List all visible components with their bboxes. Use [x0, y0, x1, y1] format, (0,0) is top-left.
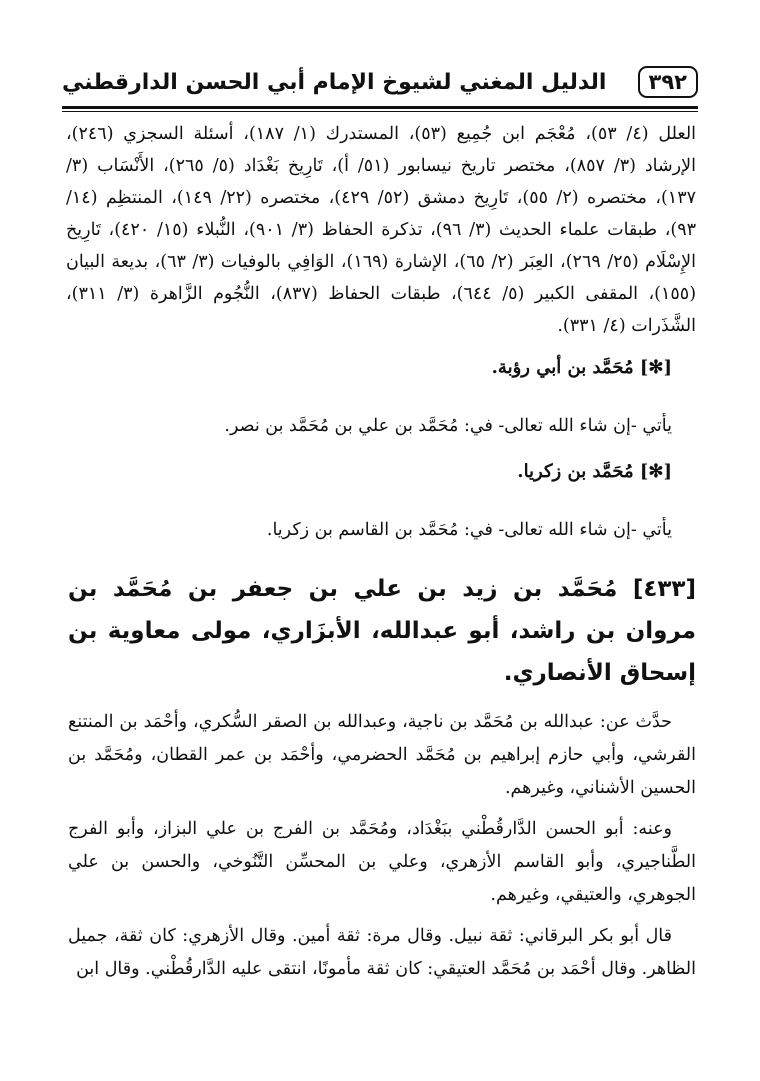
header-rule-thin — [62, 111, 698, 112]
cross-ref-body: يأتي -إن شاء الله تعالى- في: مُحَمَّد بن القاسم بن زكريا. — [266, 520, 672, 540]
cross-ref-body: يأتي -إن شاء الله تعالى- في: مُحَمَّد بن علي بن مُحَمَّد بن نصر. — [224, 416, 672, 436]
page-number: ٣٩٢ — [638, 66, 698, 98]
entry-paragraph-assessment: قال أبو بكر البرقاني: ثقة نبيل. وقال مرة: ثقة أمين. وقال الأزهري: كان ثقة، جميل الظاهر. وقال أحْمَد بن مُحَمَّد العتيقي: كان ثقة مأمونًا، انتقى عليه الدَّارقُطْني. وقال ابن — [68, 926, 696, 979]
references-paragraph: العلل (٤/ ٥٣)، مُعْجَم ابن جُمِيع (٥٣)، المستدرك (١/ ١٨٧)، أسئلة السجزي (٢٤٦)، الإرشاد (٣/ ٨٥٧)، مختصر تاريخ نيسابور (٥١/ أ)، تَارِيخ بَغْدَاد (٥/ ٢٦٥)، الأَنْسَاب (٣/ ١٣٧)، مختصره (٢/ ٥٥)، تَارِيخ دمشق (٥٢/ ٤٢٩)، مختصره (٢٢/ ١٤٩)، المنتظِم (١٤/ ٩٣)، طبقات علماء الحديث (٣/ ٩٦)، تذكرة الحفاظ (٣/ ٩٠١)، النُّبلاء (١٥/ ٤٢٠)، تَارِيخ الإِسْلَام (٢٥/ ٢٦٩)، العِبَر (٢/ ٦٥)، الإشارة (١٦٩)، الوَافِي بالوفيات (٣/ ٦٣)، بديعة البيان (١٥٥)، المقفى الكبير (٥/ ٦٤٤)، طبقات الحفاظ (٨٣٧)، النُّجُوم الزَّاهرة (٣/ ٣١١)، الشَّذَرات (٤/ ٣٣١). — [66, 124, 697, 336]
entry-paragraph-students: وعنه: أبو الحسن الدَّارقُطْني ببَغْدَاد، ومُحَمَّد بن الفرج بن علي البزاز، وأبو الفرج الطَّناجيري، وأبو القاسم الأزهري، وعلي بن المحسِّن التَّنُوخي، والحسن بن علي الجوهري، والعتيقي، وغيرهم. — [68, 819, 696, 905]
entry-paragraph-teachers: حدَّث عن: عبدالله بن مُحَمَّد بن ناجية، وعبدالله بن الصقر السُّكري، وأحْمَد بن المنتنع القرشي، وأبي حازم إبراهيم بن مُحَمَّد الحضرمي، وأحْمَد بن عمر القطان، ومُحَمَّد بن الحسين الأشناني، وغيرهم. — [68, 712, 696, 798]
book-title: الدليل المغني لشيوخ الإمام أبي الحسن الدارقطني — [62, 69, 607, 95]
cross-ref-heading: [✻] مُحَمَّد بن زكريا. — [517, 461, 672, 482]
entry-title: [٤٣٣] مُحَمَّد بن زيد بن علي بن جعفر بن مُحَمَّد بن مروان بن راشد، أبو عبدالله، الأبزَاري، مولى معاوية بن إسحاق الأنصاري. — [68, 576, 696, 686]
cross-ref-1 — [68, 348, 696, 446]
page-body — [68, 118, 696, 994]
header-rule — [62, 106, 698, 109]
cross-ref-heading: [✻] مُحَمَّد بن أبي رؤبة. — [491, 357, 672, 378]
cross-ref-2 — [68, 452, 696, 550]
page-header — [62, 62, 698, 102]
